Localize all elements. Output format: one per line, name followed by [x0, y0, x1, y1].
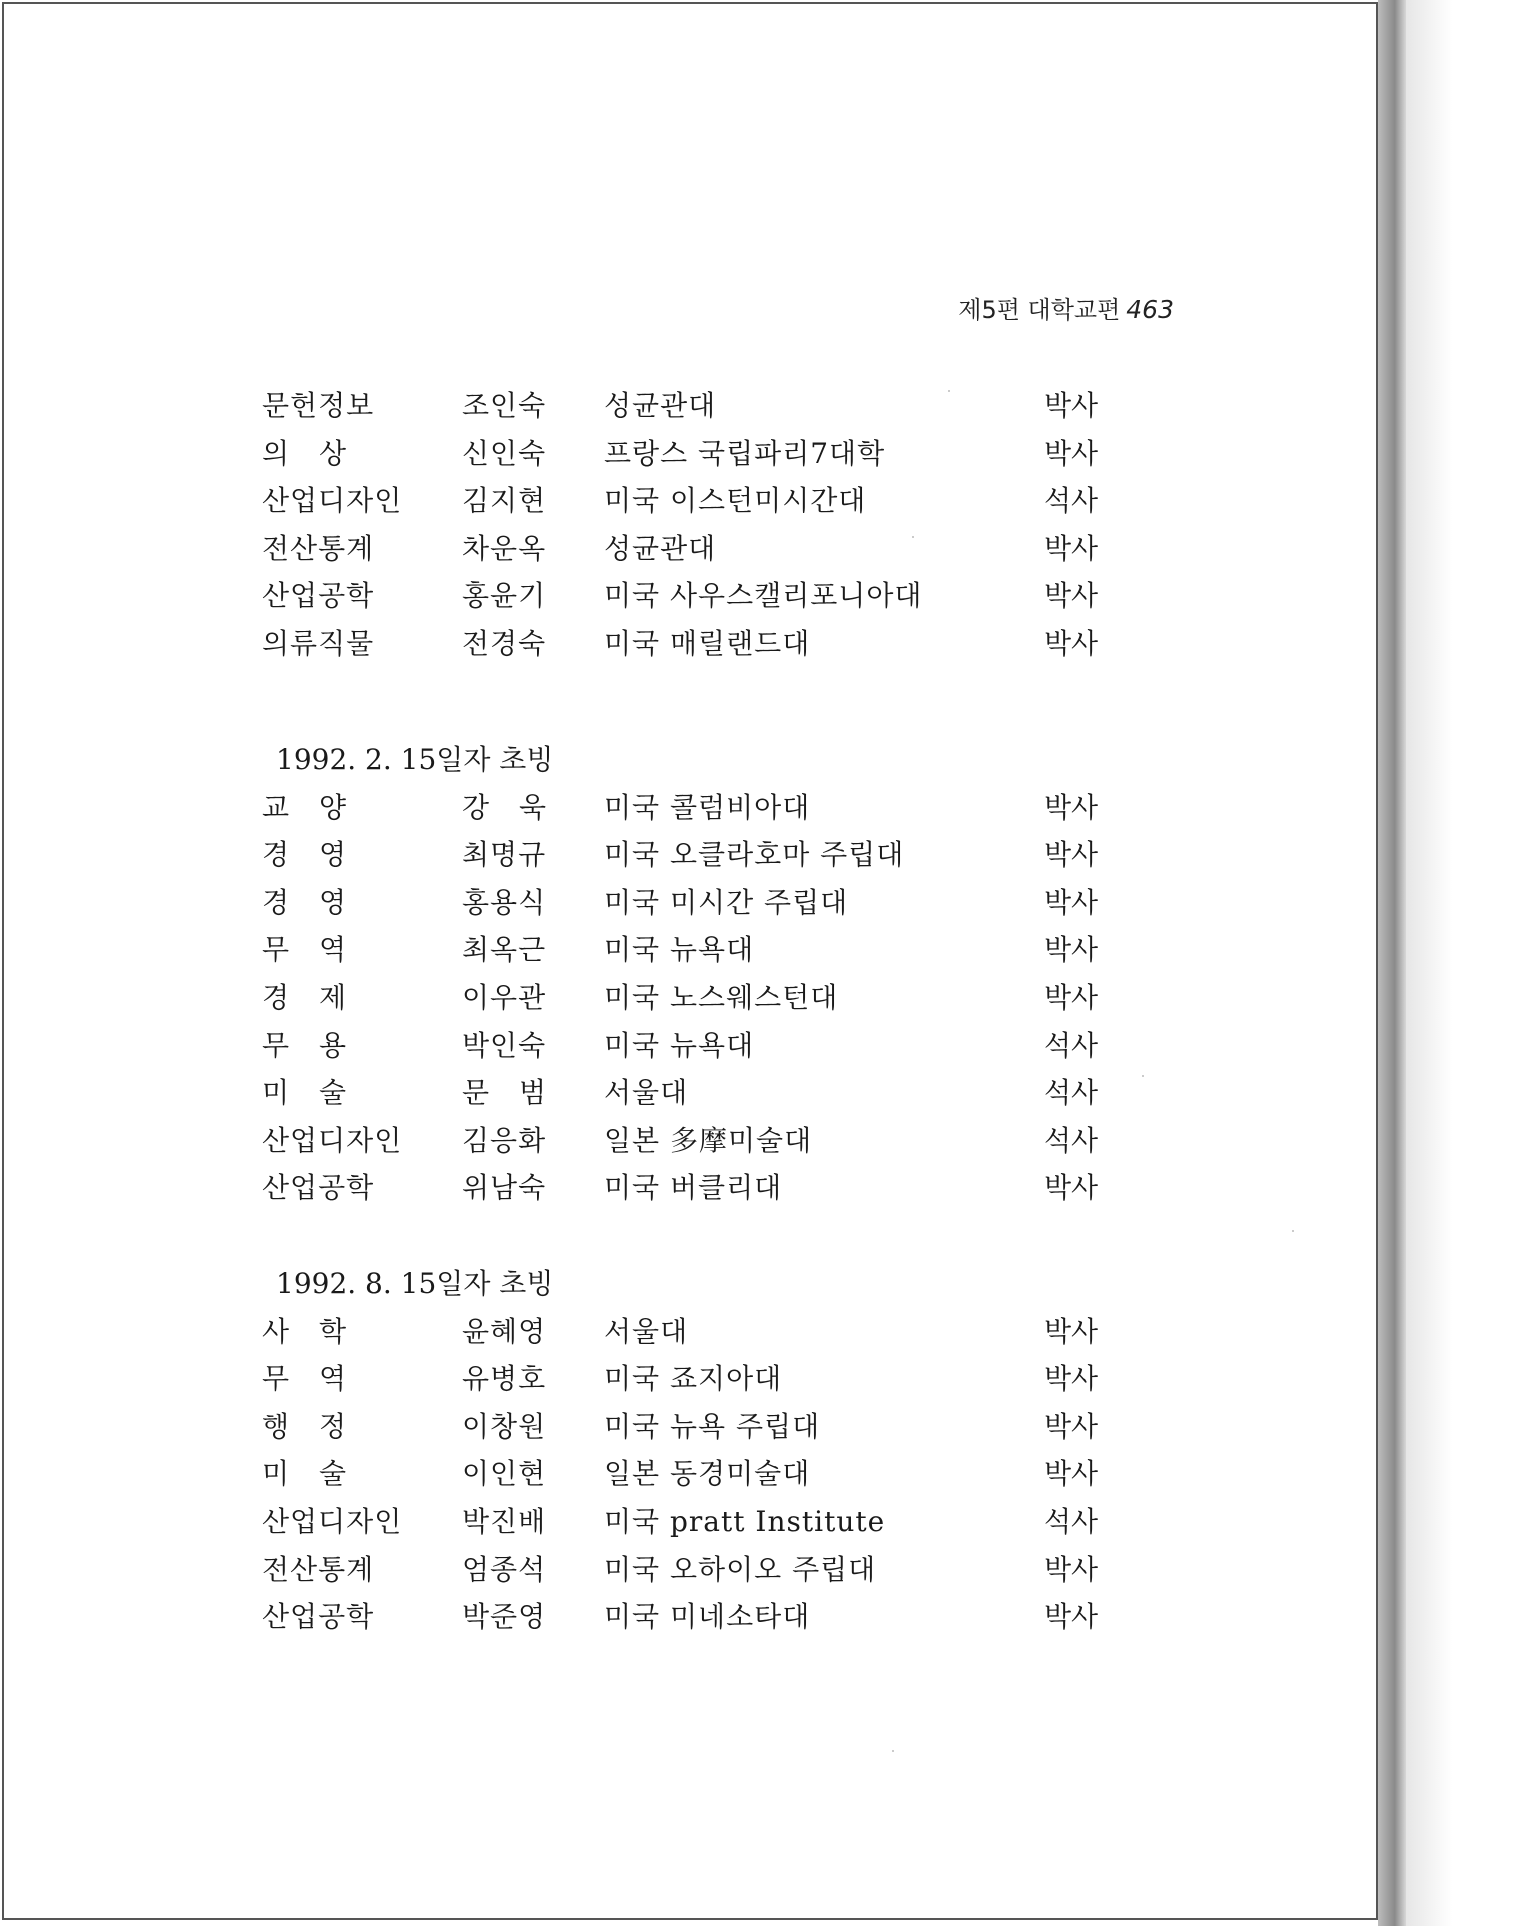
degree: 석사	[1044, 1028, 1099, 1062]
institution: 미국 이스턴미시간대	[604, 484, 867, 518]
name: 홍용식	[462, 885, 547, 919]
department: 의류직물	[262, 627, 375, 660]
department: 미 술	[262, 1457, 348, 1491]
institution: 미국 뉴욕 주립대	[604, 1409, 821, 1443]
department: 산업디자인	[262, 1123, 403, 1157]
institution: 미국 오클라호마 주립대	[604, 838, 905, 872]
institution: 프랑스 국립파리7대학	[604, 436, 886, 470]
name: 김지현	[462, 484, 547, 518]
degree: 박사	[1044, 436, 1099, 470]
department: 무 역	[262, 1362, 348, 1396]
list-item	[262, 786, 1102, 830]
department: 산업디자인	[262, 484, 403, 518]
section-heading: 1992. 2. 15일자 초빙	[276, 743, 554, 776]
degree: 박사	[1044, 981, 1099, 1014]
book-edge	[1378, 0, 1406, 1926]
institution: 서울대	[604, 1314, 689, 1348]
department: 경 영	[262, 838, 348, 872]
list-item	[262, 574, 1102, 618]
institution: 성균관대	[604, 389, 717, 422]
list-item	[262, 1357, 1102, 1401]
name: 엄종석	[462, 1552, 547, 1586]
department: 전산통계	[262, 531, 375, 565]
name: 이인현	[462, 1457, 547, 1491]
institution: 일본 多摩미술대	[604, 1123, 813, 1157]
list-item	[262, 622, 1102, 666]
institution: 미국 오하이오 주립대	[604, 1552, 877, 1586]
degree: 석사	[1044, 1123, 1099, 1157]
degree: 박사	[1044, 1552, 1099, 1586]
department: 전산통계	[262, 1552, 375, 1586]
list-item	[262, 928, 1102, 972]
department: 행 정	[262, 1409, 348, 1443]
scan-speck	[912, 536, 914, 538]
degree: 박사	[1044, 1171, 1099, 1205]
degree: 석사	[1044, 1505, 1099, 1538]
institution: 미국 미네소타대	[604, 1600, 811, 1634]
name: 최명규	[462, 838, 547, 872]
list-item	[262, 881, 1102, 925]
list-item	[262, 1071, 1102, 1115]
department: 무 역	[262, 933, 348, 967]
institution: 성균관대	[604, 531, 717, 565]
department: 사 학	[262, 1314, 348, 1348]
name: 김응화	[462, 1123, 547, 1157]
running-head	[958, 290, 1174, 325]
degree: 박사	[1044, 790, 1099, 824]
department: 의 상	[262, 436, 348, 470]
name: 이창원	[462, 1409, 547, 1443]
running-head-title: 제5편 대학교편	[958, 296, 1121, 324]
name: 조인숙	[462, 389, 547, 422]
department: 무 용	[262, 1028, 348, 1062]
degree: 석사	[1044, 484, 1099, 518]
scan-speck	[948, 390, 950, 392]
degree: 박사	[1044, 1314, 1099, 1348]
degree: 박사	[1044, 1600, 1099, 1634]
scan-speck	[1292, 1230, 1294, 1232]
degree: 박사	[1044, 838, 1099, 872]
name: 윤혜영	[462, 1314, 547, 1348]
institution: 미국 뉴욕대	[604, 1028, 755, 1062]
degree: 박사	[1044, 933, 1099, 967]
institution: 미국 미시간 주립대	[604, 885, 849, 919]
list-item	[262, 1595, 1102, 1639]
degree: 석사	[1044, 1076, 1099, 1110]
degree: 박사	[1044, 1409, 1099, 1443]
degree: 박사	[1044, 531, 1099, 565]
institution: 미국 콜럼비아대	[604, 790, 811, 824]
list-item	[262, 1405, 1102, 1449]
degree: 박사	[1044, 885, 1099, 919]
department: 미 술	[262, 1076, 348, 1110]
name: 신인숙	[462, 436, 547, 470]
name: 위남숙	[462, 1171, 547, 1205]
page-shadow	[1406, 0, 1522, 1926]
institution: 일본 동경미술대	[604, 1457, 811, 1491]
section-heading: 1992. 8. 15일자 초빙	[276, 1267, 554, 1300]
name: 박준영	[462, 1600, 547, 1634]
list-item	[262, 1166, 1102, 1210]
name: 이우관	[462, 981, 547, 1014]
department: 문헌정보	[262, 389, 375, 422]
department: 산업공학	[262, 1600, 375, 1634]
name: 차운옥	[462, 531, 547, 565]
list-item	[262, 1310, 1102, 1354]
department: 산업공학	[262, 1171, 375, 1205]
list-item	[262, 432, 1102, 476]
institution: 미국 버클리대	[604, 1171, 783, 1205]
scan-speck	[1142, 1075, 1144, 1077]
list-item	[262, 1452, 1102, 1496]
degree: 박사	[1044, 1457, 1099, 1491]
name: 최옥근	[462, 933, 547, 967]
list-item	[262, 527, 1102, 571]
institution: 미국 죠지아대	[604, 1362, 783, 1396]
institution: 미국 사우스캘리포니아대	[604, 579, 923, 613]
institution: 서울대	[604, 1076, 689, 1110]
department: 산업디자인	[262, 1505, 403, 1538]
list-item	[262, 1119, 1102, 1163]
list-item	[262, 976, 1102, 1020]
department: 경 영	[262, 885, 348, 919]
list-item	[262, 1024, 1102, 1068]
institution: 미국 매릴랜드대	[604, 627, 811, 660]
name: 박진배	[462, 1505, 547, 1538]
department: 교 양	[262, 790, 348, 824]
department: 산업공학	[262, 579, 375, 613]
scan-speck	[892, 1750, 894, 1752]
institution: 미국 노스웨스턴대	[604, 981, 839, 1014]
list-item	[262, 833, 1102, 877]
name: 강 욱	[462, 790, 548, 824]
list-item	[262, 384, 1102, 428]
institution: 미국 pratt Institute	[604, 1505, 886, 1538]
name: 유병호	[462, 1362, 547, 1396]
degree: 박사	[1044, 389, 1099, 422]
institution: 미국 뉴욕대	[604, 933, 755, 967]
name: 문 범	[462, 1076, 548, 1110]
name: 홍윤기	[462, 579, 547, 613]
page-number: 463	[1126, 295, 1174, 324]
name: 전경숙	[462, 627, 547, 660]
list-item	[262, 479, 1102, 523]
degree: 박사	[1044, 627, 1099, 660]
list-item	[262, 1500, 1102, 1544]
name: 박인숙	[462, 1028, 547, 1062]
degree: 박사	[1044, 1362, 1099, 1396]
degree: 박사	[1044, 579, 1099, 613]
list-item	[262, 1548, 1102, 1592]
department: 경 제	[262, 981, 348, 1014]
